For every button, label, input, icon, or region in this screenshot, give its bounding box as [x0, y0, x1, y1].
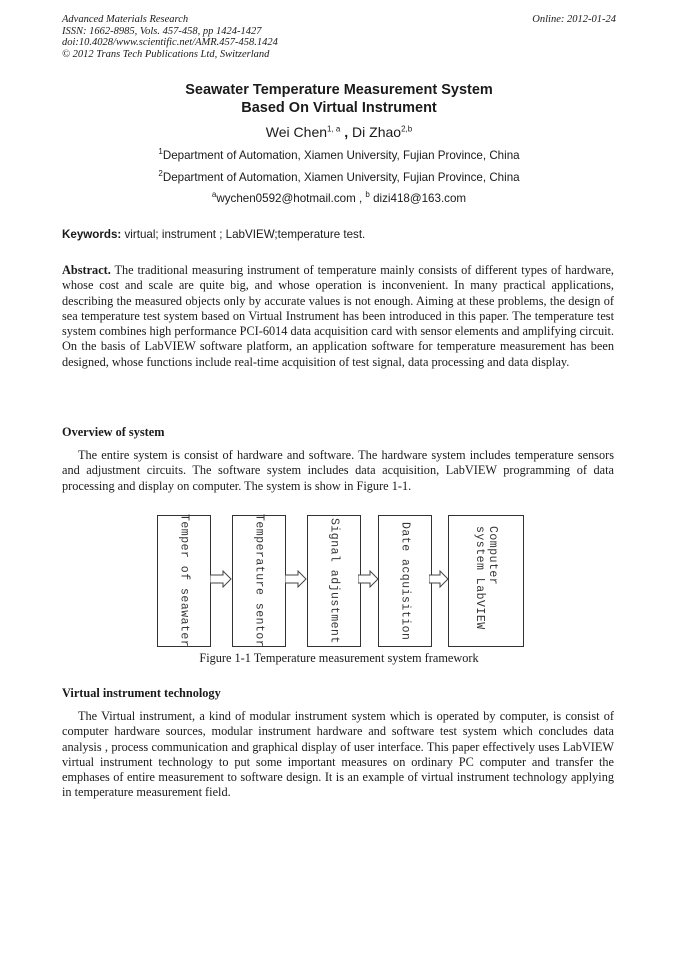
section-heading-overview: Overview of system [62, 425, 165, 439]
figure-box-seawater [157, 515, 211, 647]
title-line-2: Based On Virtual Instrument [241, 99, 437, 116]
email-a-mark: a [211, 190, 217, 200]
section-text-overview: The entire system is consist of hardware and software. The hardware system includes temperature sensors and adjustment circuits. The software system includes data acquisition, LabVIEW programming of data processing and display on computer. The system is show in Figure 1-1. [62, 448, 614, 493]
abstract-label: Abstract. [62, 263, 111, 277]
authors [0, 124, 678, 140]
affiliation-1-mark: 1 [158, 147, 163, 157]
email-b[interactable]: dizi418@163.com [369, 192, 467, 205]
figure-box-label: Temperature sentor [252, 514, 266, 648]
section-heading-virtual-instrument: Virtual instrument technology [62, 686, 221, 700]
author-1: Wei Chen [265, 124, 328, 140]
figure-box-label: Signal adjustment [327, 518, 341, 644]
issn: ISSN: 1662-8985, Vols. 457-458, pp 1424-1427 [62, 25, 262, 37]
affiliation-2-text: Department of Automation, Xiamen University, Fujian Province, China [162, 171, 520, 184]
abstract [62, 263, 614, 370]
figure-box-sensor [232, 515, 286, 647]
email-a[interactable]: wychen0592@hotmail.com [216, 192, 356, 205]
online-date: Online: 2012-01-24 [532, 14, 616, 25]
email-b-mark: b [365, 190, 370, 200]
author-2-affil: 2,b [401, 124, 413, 134]
keywords-text: virtual; instrument ; LabVIEW;temperature test. [121, 228, 366, 241]
affiliation-2-mark: 2 [158, 169, 163, 179]
figure-caption: Figure 1-1 Temperature measurement system framework [199, 651, 479, 665]
figure-box-label: Computer system LabVIEW [473, 526, 499, 630]
figure-box-label: Temper of seawater [177, 514, 191, 648]
abstract-text: The traditional measuring instrument of temperature mainly consists of different types of hardware, whose cost and scale are quite big, and whose operation is inconvenient. In many practical applications, describing the measured objects only by accurate values is not enough. Aiming at these problems, the design of sea temperature test system based on Virtual Instrument has been introduced in this paper. The temperature test system combines high performance PCI-6014 data acquisition card with sensor elements and amplifying circuit. On the basis of LabVIEW software platform, an application software for temperature measurement has been designed, whose functions include real-time acquisition of test signal, data processing and data display. [62, 263, 614, 369]
system-framework-figure [157, 515, 523, 647]
keywords [62, 228, 365, 241]
figure-box-label: Date acquisition [398, 521, 412, 641]
keywords-label: Keywords: [62, 228, 122, 241]
journal-header [62, 14, 278, 60]
section-text-virtual-instrument: The Virtual instrument, a kind of modular instrument system which is operated by computer, is consist of computer hardware sources, modular instrument hardware and software test system which concludes data analysis , process communication and graphical display of user interface. This paper effectively uses LabVIEW virtual instrument technology to put some important measures on ordinary PC computer and transfer the emphases of entire measurement to software design. It is an example of virtual instrument technology applying in temperature measurement field. [62, 709, 614, 800]
copyright: © 2012 Trans Tech Publications Ltd, Switzerland [62, 48, 270, 60]
author-separator: , [340, 124, 353, 140]
figure-box-signal-adjustment [307, 515, 361, 647]
journal-name: Advanced Materials Research [62, 14, 189, 25]
email-separator: , [355, 192, 366, 205]
doi: doi:10.4028/www.scientific.net/AMR.457-458.1424 [62, 37, 278, 49]
emails [0, 192, 678, 205]
figure-box-computer [448, 515, 524, 647]
author-2: Di Zhao [352, 124, 402, 140]
affiliation-2 [0, 171, 678, 184]
arrow-right-icon [358, 570, 379, 588]
affiliation-1 [0, 149, 678, 162]
author-1-affil: 1, a [327, 124, 341, 134]
arrow-right-icon [210, 570, 232, 588]
arrow-right-icon [429, 570, 449, 588]
figure-box-acquisition [378, 515, 432, 647]
paper-title [0, 82, 678, 117]
arrow-right-icon [285, 570, 307, 588]
title-line-1: Seawater Temperature Measurement System [185, 82, 493, 98]
affiliation-1-text: Department of Automation, Xiamen University, Fujian Province, China [162, 149, 520, 162]
